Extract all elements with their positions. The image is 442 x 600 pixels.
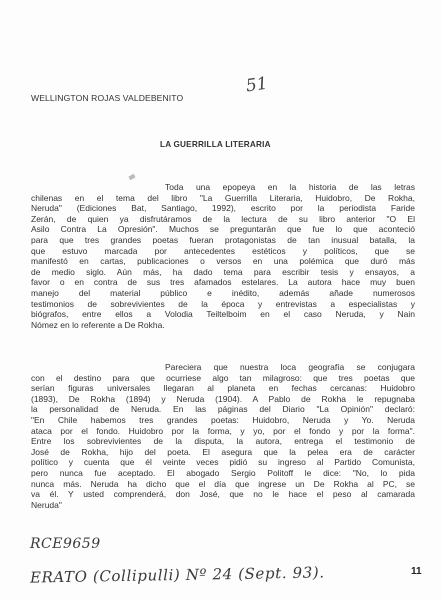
text-line: manifestó en cartas, publicaciones o versos en una polémica que duró más [31, 256, 415, 267]
text-line: con el destino para que ocurriese algo tan milagroso: que tres poetas que [31, 372, 415, 383]
text-line: que estuvo marcada por antecedentes estéticos y políticos, que se [31, 245, 415, 256]
text-line: (1893), De Rokha (1894) y Neruda (1904). A Pablo de Rokha le repugnaba [31, 393, 415, 404]
text-line: Zerán, de quien ya disfrutáramos de la lectura de su libro anterior "O El [31, 213, 415, 224]
paragraph-2 [31, 362, 415, 510]
text-line: favor o en contra de sus tres afamados estelares. La autora hace muy buen [31, 277, 415, 288]
text-line: va él. Y usted comprenderá, don José, que no le hace el peso al camarada [31, 489, 415, 500]
author-name: WELLINGTON ROJAS VALDEBENITO [31, 93, 184, 103]
text-line: Neruda" [31, 499, 62, 510]
handwritten-source-note: ERATO (Collipulli) Nº 24 (Sept. 93). [29, 563, 325, 587]
text-line: político y cuenta que él veinte veces pidió su ingreso al Partido Comunista, [31, 457, 415, 468]
article-title: LA GUERRILLA LITERARIA [160, 140, 271, 149]
text-line: Toda una epopeya en la historia de las letras [165, 182, 415, 192]
text-line: "En Chile habemos tres grandes poetas: Huidobro, Neruda y Yo. Neruda [31, 414, 415, 425]
text-line: chilenas en el tema del libro "La Guerrilla Literaria, Huidobro, De Rokha, [31, 192, 415, 203]
page-number: 11 [411, 566, 422, 577]
text-line: José de Rokha, hijo del poeta. El asegura que la pelea era de carácter [31, 446, 415, 457]
scan-mark [128, 174, 135, 180]
text-line: Entre los sobrevivientes de la disputa, la autora, entrega el testimonio de [31, 436, 415, 447]
text-line: serían figuras universales llegaran al planeta en fechas cercanas: Huidobro [31, 383, 415, 394]
text-line: Asilo Contra La Opresión". Muchos se preguntarán que fue lo que aconteció [31, 224, 415, 235]
text-line: Nómez en lo referente a De Rokha. [31, 319, 165, 330]
text-line: de medio siglo. Aún más, ha dado tema para escribir tesis y ensayos, a [31, 266, 415, 277]
text-line: para que tres grandes poetas fueran protagonistas de tan inusual batalla, la [31, 234, 415, 245]
text-line: manejo del material público e inédito, además añade numerosos [31, 287, 415, 298]
text-line: Pareciera que nuestra loca geografía se conjugara [165, 362, 415, 372]
text-line: biógrafos, entre ellos a Volodia Teiltelboim en el caso Neruda, y Nain [31, 309, 415, 320]
handwritten-catalog-code: RCE9659 [30, 536, 101, 552]
text-line: testimonios de sobrevivientes de la época y entrevistas a especialistas y [31, 298, 415, 309]
text-line: la personalidad de Neruda. En las páginas del Diario "La Opinión" declaró: [31, 404, 415, 415]
text-line: Neruda" (Ediciones Bat, Santiago, 1992), escrito por la periodista Faride [31, 203, 415, 214]
text-line: pero nunca fue aceptado. El abogado Sergio Politoff le dice: "No, lo pida [31, 467, 415, 478]
text-line: ataca por el fondo. Huidobro por la forma, y yo, por el fondo y por la forma". [31, 425, 415, 436]
paragraph-1 [31, 182, 415, 330]
handwritten-page-note: 51 [244, 73, 269, 97]
text-line: nunca más. Neruda ha dicho que el día que ingrese un De Rokha al PC, se [31, 478, 415, 489]
